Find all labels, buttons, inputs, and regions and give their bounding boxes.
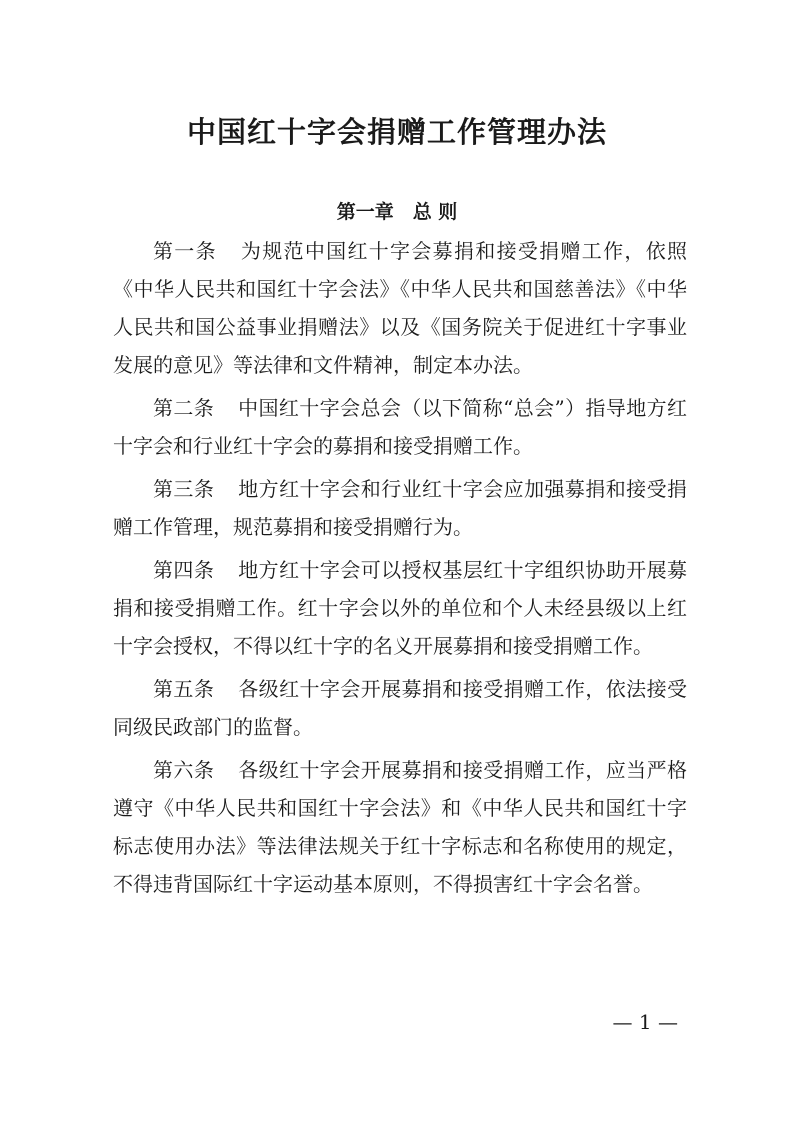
article-text: 中国红十字会总会（以下简称“总会”）指导地方红十字会和行业红十字会的募捐和接受捐赠工作。 [113,396,688,458]
article-4 [113,551,687,665]
article-number: 第五条 [153,677,215,701]
article-3 [113,470,687,546]
article-text: 各级红十字会开展募捐和接受捐赠工作，应当严格遵守《中华人民共和国红十字会法》和《中华人民共和国红十字标志使用办法》等法律法规关于红十字标志和名称使用的规定，不得违背国际红十字运动基本原则，不得损害红十字会名誉。 [113,758,687,896]
article-text: 各级红十字会开展募捐和接受捐赠工作，依法接受同级民政部门的监督。 [113,677,687,739]
article-1 [113,232,687,384]
document-title: 中国红十字会捐赠工作管理办法 [186,115,607,149]
chapter-heading: 第一章 总 则 [336,201,458,223]
article-text: 为规范中国红十字会募捐和接受捐赠工作，依照《中华人民共和国红十字会法》《中华人民共和国慈善法》《中华人民共和国公益事业捐赠法》以及《国务院关于促进红十字事业发展的意见》等法律和文件精神，制定本办法。 [113,239,688,377]
article-6 [113,751,687,903]
article-number: 第六条 [153,758,215,782]
article-2 [113,389,687,465]
article-number: 第一条 [153,239,217,263]
page-number: — 1 — [612,1010,678,1034]
article-text: 地方红十字会和行业红十字会应加强募捐和接受捐赠工作管理，规范募捐和接受捐赠行为。 [113,477,687,539]
article-number: 第三条 [153,477,215,501]
document-body [113,232,687,908]
article-number: 第二条 [153,396,215,420]
article-5 [113,670,687,746]
article-text: 地方红十字会可以授权基层红十字组织协助开展募捐和接受捐赠工作。红十字会以外的单位和个人未经县级以上红十字会授权，不得以红十字的名义开展募捐和接受捐赠工作。 [113,558,687,658]
article-number: 第四条 [153,558,215,582]
